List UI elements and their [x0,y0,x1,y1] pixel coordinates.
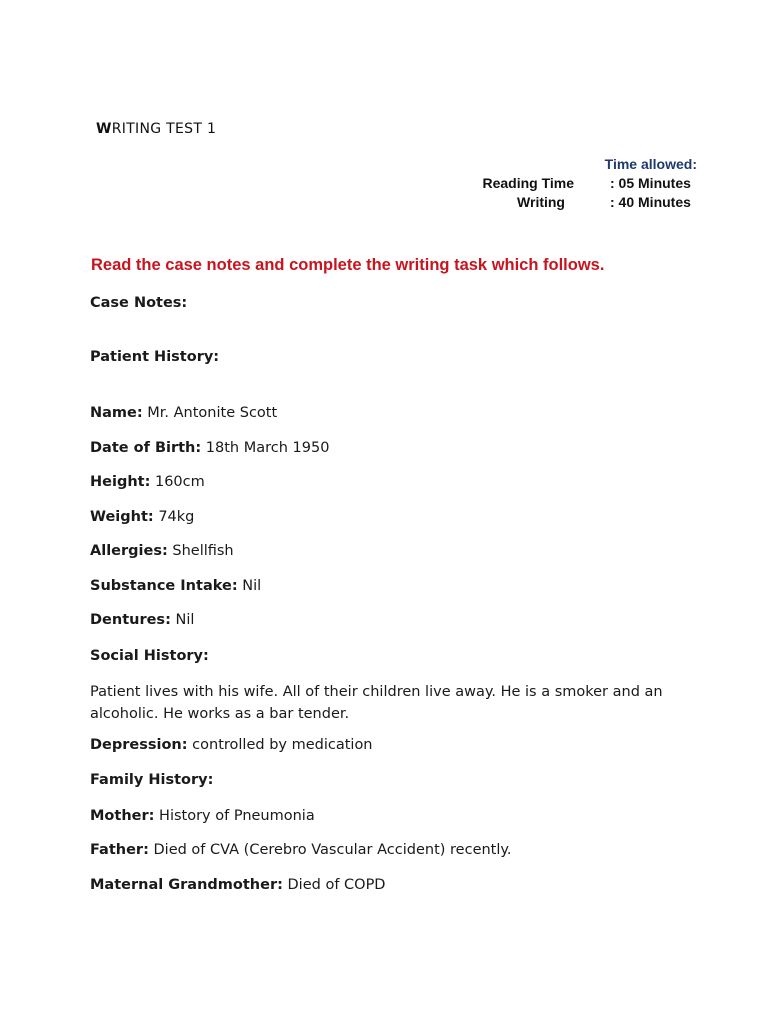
field-depression [90,737,373,753]
field-dob-label: Date of Birth: [90,440,202,456]
writing-time-value: : 40 Minutes [610,194,691,210]
reading-time-row [482,174,697,193]
writing-time-row [482,193,697,212]
field-mother-label: Mother: [90,808,155,824]
field-mother-value: History of Pneumonia [154,808,315,824]
time-allowed-heading: Time allowed: [604,156,697,172]
writing-time-label: Writing [517,194,565,210]
field-weight-value: 74kg [153,509,195,525]
field-height [90,474,205,490]
task-instruction: Read the case notes and complete the writing task which follows. [91,256,605,274]
field-height-value: 160cm [150,474,205,490]
field-father-label: Father: [90,842,149,858]
test-title-rest: RITING TEST 1 [111,121,217,137]
field-name-value: Mr. Antonite Scott [142,405,278,421]
field-weight-label: Weight: [90,509,154,525]
field-substance-value: Nil [237,578,262,594]
field-maternal-grandmother-label: Maternal Grandmother: [90,877,283,893]
social-history-heading: Social History: [90,648,209,664]
field-dentures-label: Dentures: [90,612,171,628]
social-history-text: Patient lives with his wife. All of their children live away. He is a smoker and an alcoholic. He works as a bar tender. [90,684,663,722]
field-allergies [90,543,234,559]
field-allergies-label: Allergies: [90,543,168,559]
time-allowed-block [482,155,697,212]
reading-time-value: : 05 Minutes [610,175,691,191]
field-height-label: Height: [90,474,151,490]
field-depression-label: Depression: [90,737,188,753]
reading-time-label: Reading Time [482,175,574,191]
field-depression-value: controlled by medication [187,737,373,753]
family-history-heading: Family History: [90,772,214,788]
field-dob [90,440,329,456]
field-mother [90,808,315,824]
field-weight [90,509,194,525]
field-substance-label: Substance Intake: [90,578,238,594]
field-father-value: Died of CVA (Cerebro Vascular Accident) recently. [148,842,512,858]
patient-history-heading: Patient History: [90,349,220,365]
field-allergies-value: Shellfish [167,543,234,559]
field-dob-value: 18th March 1950 [201,440,330,456]
case-notes-heading: Case Notes: [90,295,188,311]
field-substance-intake [90,578,261,594]
field-name [90,405,277,421]
test-title [96,121,216,137]
field-dentures [90,612,194,628]
field-name-label: Name: [90,405,143,421]
field-maternal-grandmother-value: Died of COPD [282,877,386,893]
test-title-initial: W [96,121,112,137]
field-maternal-grandmother [90,877,385,893]
field-father [90,842,512,858]
field-dentures-value: Nil [170,612,195,628]
